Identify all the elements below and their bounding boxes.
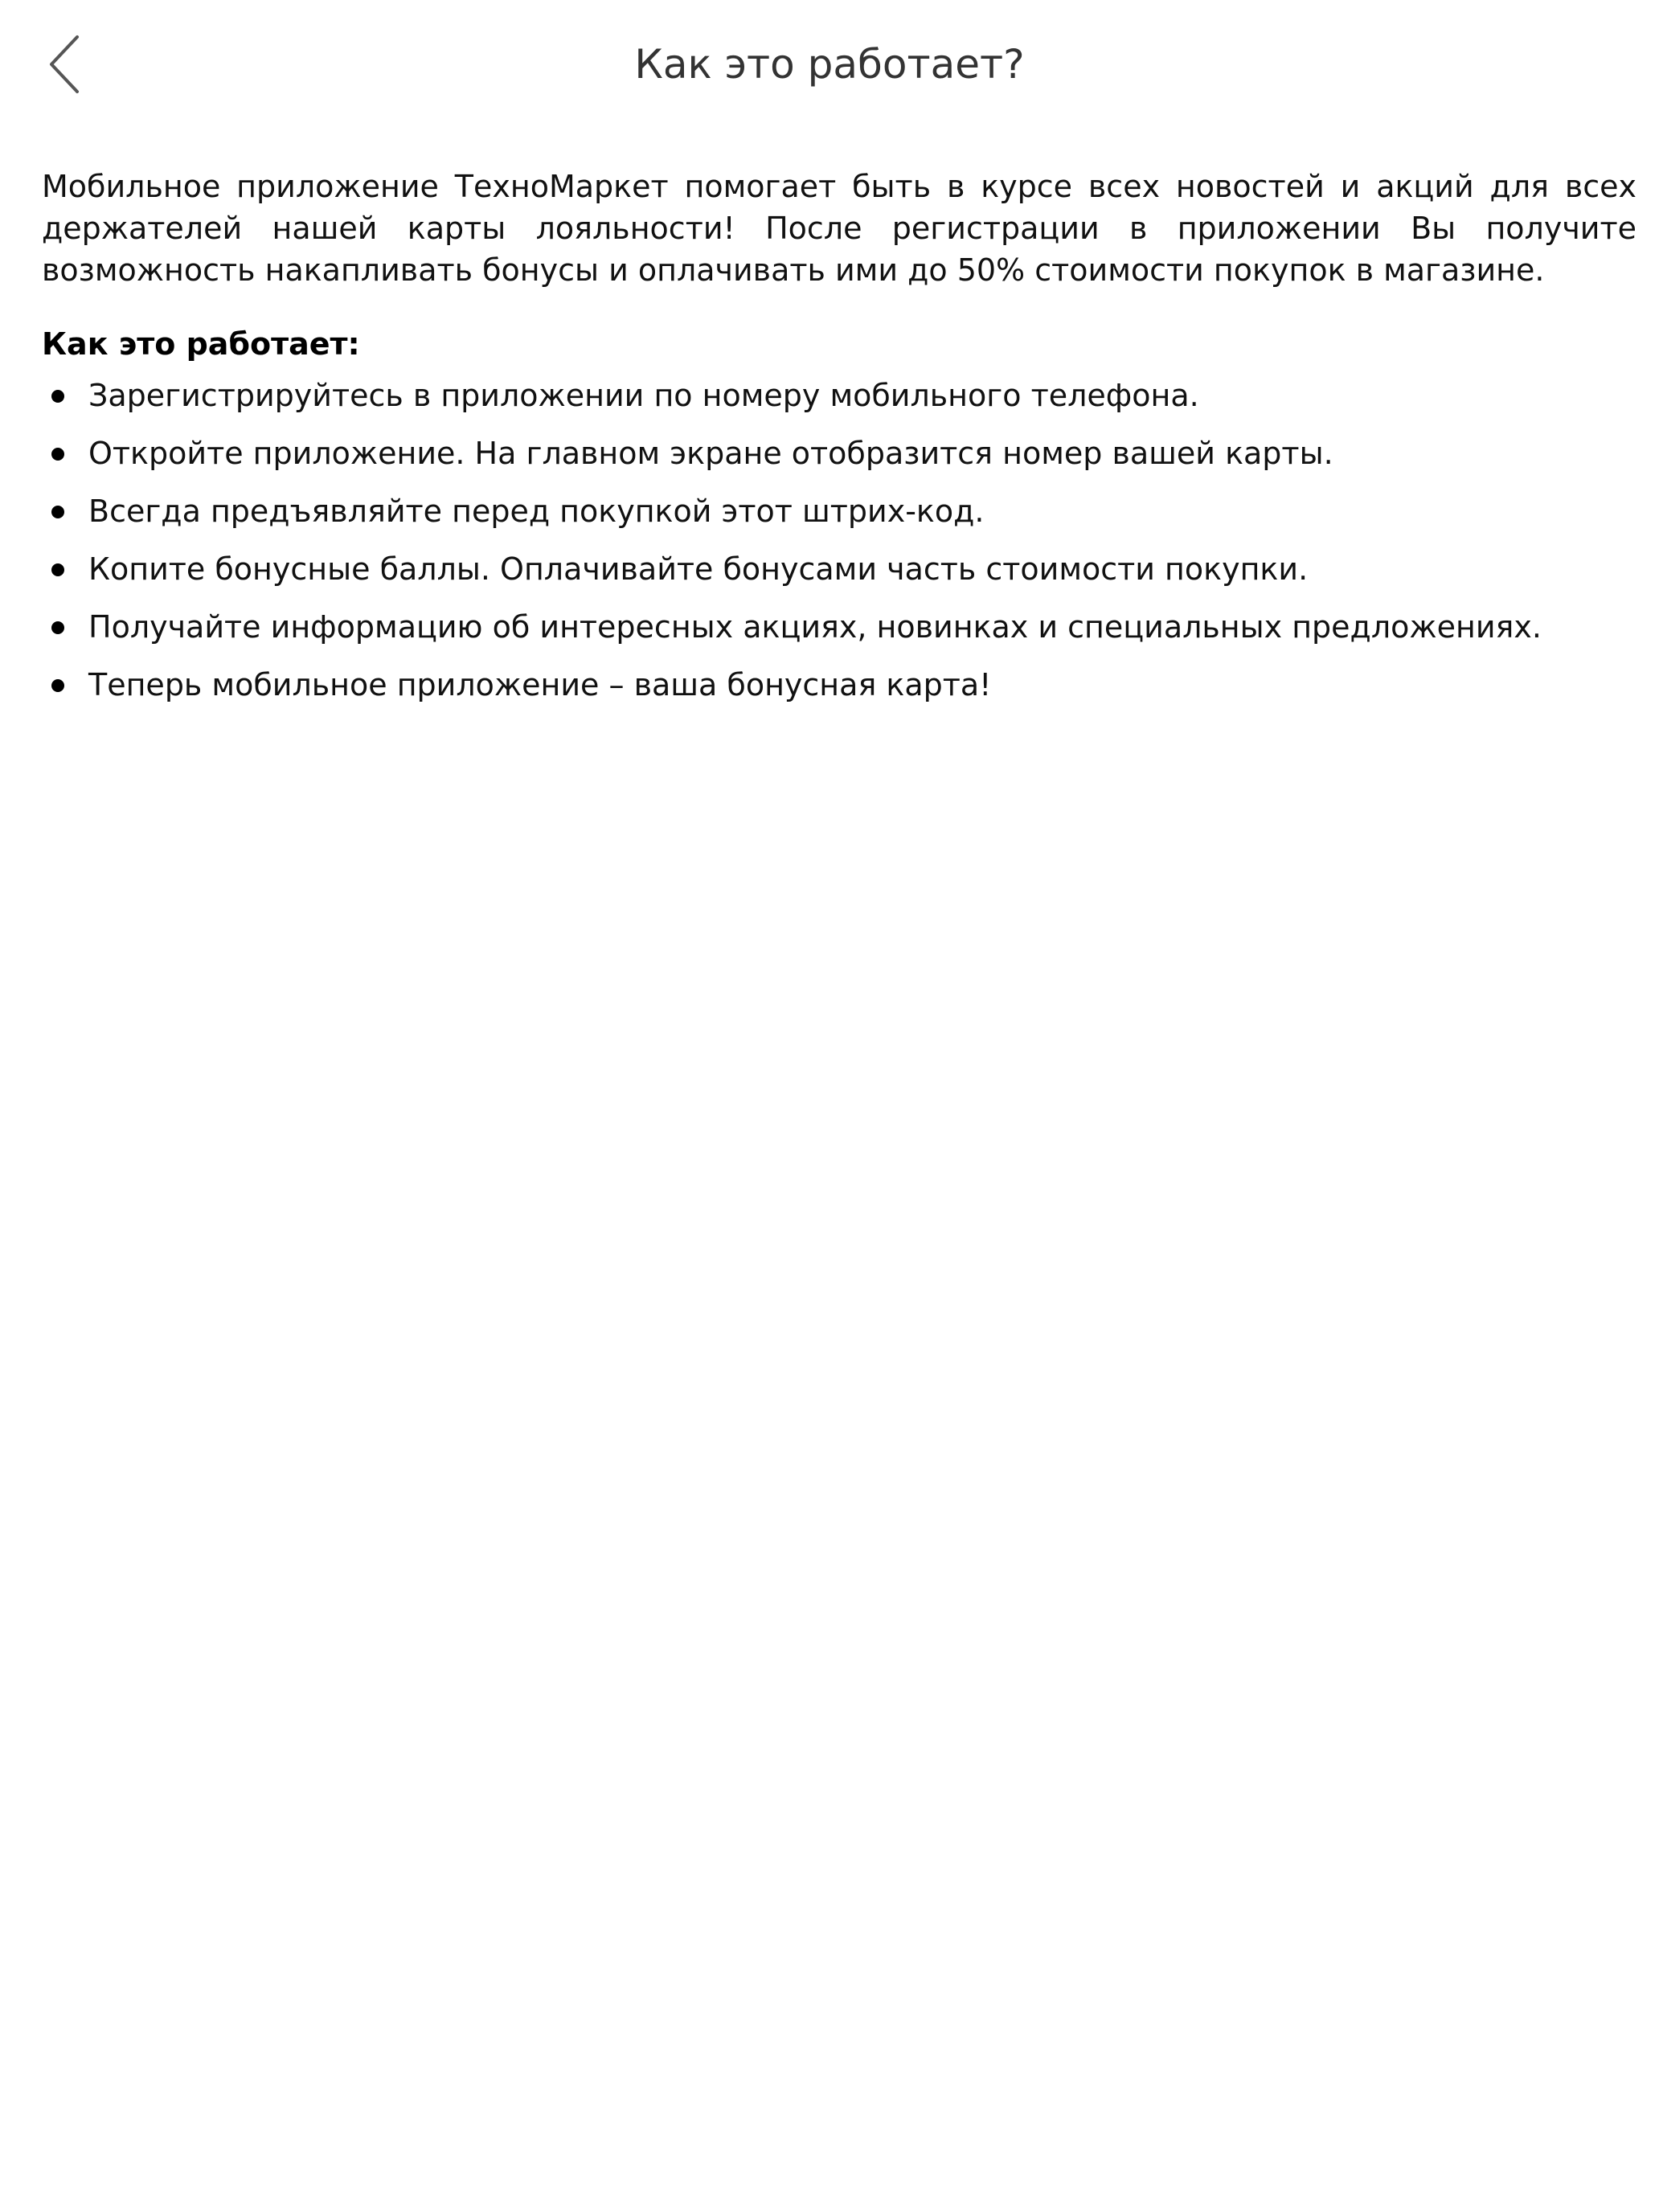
- list-item-text: Зарегистрируйтесь в приложении по номеру мобильного телефона.: [88, 378, 1199, 413]
- list-item: [42, 375, 1636, 416]
- list-item-text: Всегда предъявляйте перед покупкой этот штрих-код.: [88, 494, 985, 529]
- list-item: [42, 606, 1636, 648]
- bullet-icon: [51, 563, 64, 576]
- bullet-icon: [51, 506, 64, 518]
- intro-paragraph: Мобильное приложение ТехноМаркет помогает быть в курсе всех новостей и акций для всех держателей нашей карты лояльности! После регистрации в приложении Вы получите возможность накапливать бонусы и оплачивать ими до 50% стоимости покупок в магазине.: [42, 169, 1636, 288]
- list-item: [42, 548, 1636, 590]
- steps-list: [42, 375, 1636, 706]
- navigation-bar: [0, 0, 1659, 129]
- list-item-text: Откройте приложение. На главном экране отобразится номер вашей карты.: [88, 436, 1333, 471]
- list-item: [42, 490, 1636, 532]
- section-heading: Как это работает:: [42, 326, 360, 362]
- bullet-icon: [51, 621, 64, 634]
- content-body: [42, 166, 1636, 722]
- list-item: [42, 664, 1636, 706]
- bullet-icon: [51, 679, 64, 692]
- page-title: Как это работает?: [634, 41, 1025, 88]
- list-item: [42, 432, 1636, 474]
- bullet-icon: [51, 390, 64, 403]
- bullet-icon: [51, 448, 64, 461]
- list-item-text: Копите бонусные баллы. Оплачивайте бонусами часть стоимости покупки.: [88, 551, 1309, 587]
- list-item-text: Теперь мобильное приложение – ваша бонусная карта!: [88, 667, 992, 703]
- list-item-text: Получайте информацию об интересных акциях, новинках и специальных предложениях.: [88, 609, 1542, 645]
